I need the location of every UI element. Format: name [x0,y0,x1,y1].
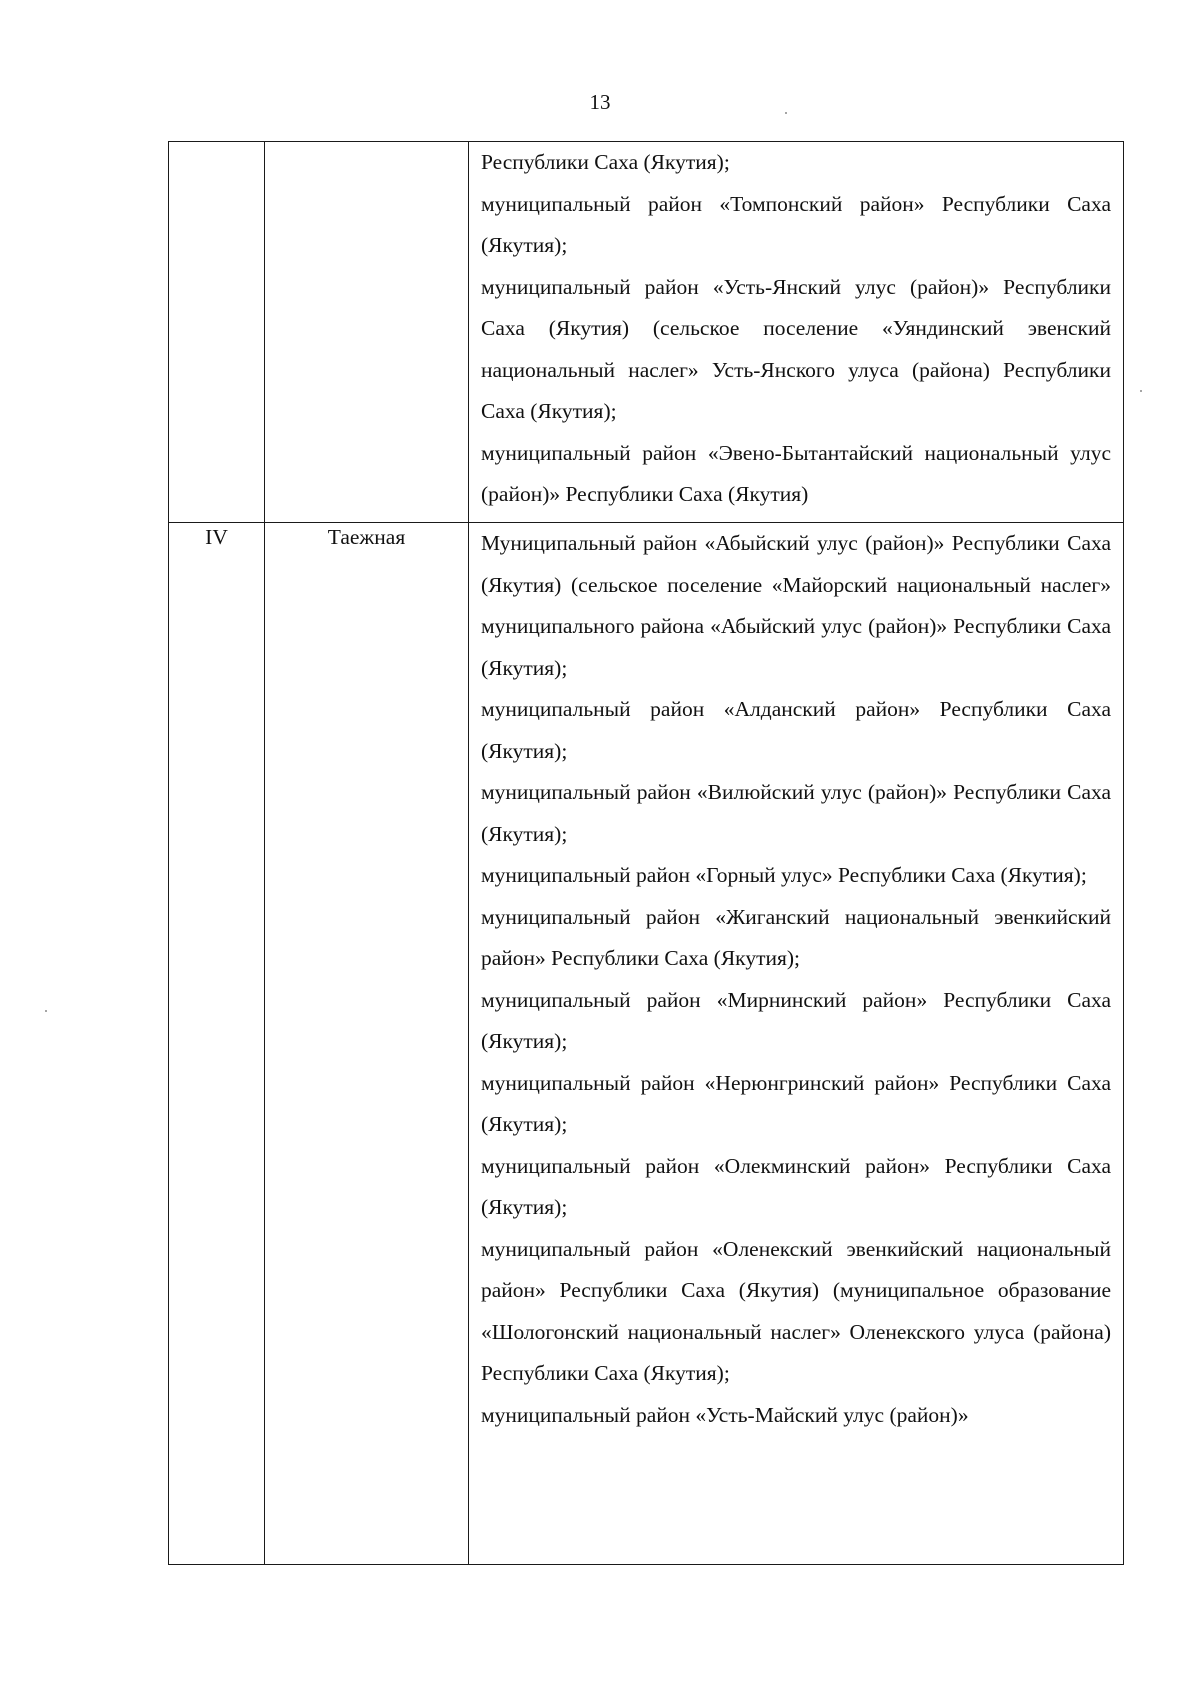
municipalities-cell [469,142,1124,523]
municipalities-list [469,523,1123,1436]
list-item: муниципальный район «Мирнинский район» Республики Саха (Якутия); [481,987,1111,1053]
list-item: муниципальный район «Оленекский эвенкийский национальный район» Республики Саха (Якутия) (муниципальное образование «Шологонский национальный наслег» Оленекского улуса (района) Республики Саха (Якутия); [481,1236,1111,1385]
scan-speck [785,112,787,114]
list-item: муниципальный район «Алданский район» Республики Саха (Якутия); [481,697,1111,763]
municipalities-list [469,142,1123,516]
municipalities-cell [469,523,1124,1565]
list-item: Республики Саха (Якутия); [481,150,730,174]
list-item: муниципальный район «Эвено-Бытантайский национальный улус (район)» Республики Саха (Якутия) [481,440,1111,506]
list-item: муниципальный район «Усть-Янский улус (район)» Республики Саха (Якутия) (сельское поселение «Уяндинский эвенский национальный наслег» Усть-Янского улуса (района) Республики Саха (Якутия); [481,274,1111,423]
scan-speck [1140,390,1142,392]
list-item: муниципальный район «Вилюйский улус (район)» Республики Саха (Якутия); [481,780,1111,846]
zone-number-cell: IV [169,523,265,1565]
list-item: муниципальный район «Олекминский район» Республики Саха (Якутия); [481,1153,1111,1219]
zone-number-cell [169,142,265,523]
list-item: муниципальный район «Горный улус» Республики Саха (Якутия); [481,863,1087,887]
list-item: муниципальный район «Нерюнгринский район» Республики Саха (Якутия); [481,1070,1111,1136]
table-row [169,142,1124,523]
zone-name-cell: Таежная [265,523,469,1565]
municipalities-table [168,141,1124,1565]
list-item: муниципальный район «Жиганский национальный эвенкийский район» Республики Саха (Якутия); [481,904,1111,970]
scan-speck [45,1010,47,1012]
list-item: Муниципальный район «Абыйский улус (район)» Республики Саха (Якутия) (сельское поселение «Майорский национальный наслег» муниципального района «Абыйский улус (район)» Республики Саха (Якутия); [481,531,1111,680]
list-item: муниципальный район «Томпонский район» Республики Саха (Якутия); [481,191,1111,257]
zone-name-cell [265,142,469,523]
list-item: муниципальный район «Усть-Майский улус (район)» [481,1402,969,1427]
page-number: 13 [589,90,611,114]
table-row [169,523,1124,1565]
